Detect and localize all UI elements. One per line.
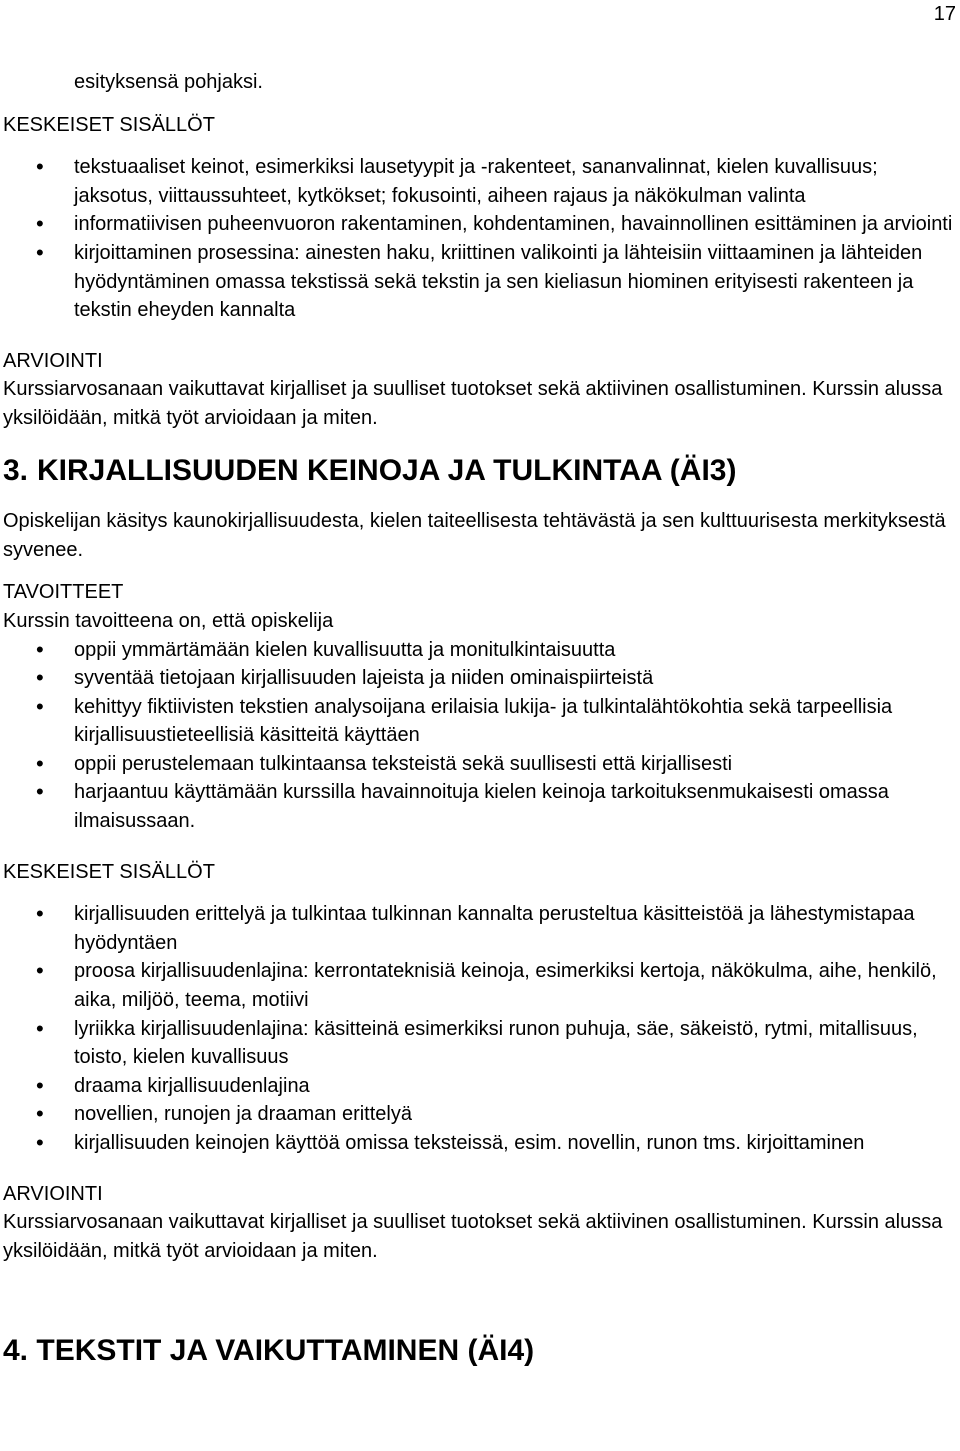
section-heading-content: KESKEISET SISÄLLÖT — [3, 860, 215, 883]
section-heading-content: KESKEISET SISÄLLÖT — [3, 113, 215, 136]
content-list — [3, 900, 957, 1157]
page-number: 17 — [933, 3, 956, 25]
section-heading-assessment: ARVIOINTI — [3, 1182, 103, 1205]
list-item: • oppii ymmärtämään kielen kuvallisuutta ja monitulkintaisuutta — [74, 636, 957, 665]
list-item: • kirjallisuuden keinojen käyttöä omissa teksteissä, esim. novellin, runon tms. kirjoittaminen — [74, 1129, 957, 1158]
list-item: • harjaantuu käyttämään kurssilla havainnoituja kielen keinoja tarkoituksenmukaisesti omassa ilmaisussaan. — [74, 778, 957, 835]
section-heading-goals: TAVOITTEET — [3, 581, 124, 604]
list-item: • syventää tietojaan kirjallisuuden lajeista ja niiden ominaispiirteistä — [74, 664, 957, 693]
goals-list — [3, 636, 957, 836]
chapter-heading — [3, 453, 957, 487]
assessment-text: Kurssiarvosanaan vaikuttavat kirjalliset ja suulliset tuotokset sekä aktiivinen osallistuminen. Kurssin alussa yksilöidään, mitkä työt arvioidaan ja miten. — [3, 1211, 943, 1262]
chapter-number: 4. — [3, 1334, 29, 1368]
chapter-heading — [3, 1334, 957, 1368]
chapter-title: KIRJALLISUUDEN KEINOJA JA TULKINTAA (ÄI3) — [37, 453, 737, 487]
list-item: • oppii perustelemaan tulkintaansa teksteistä sekä suullisesti että kirjallisesti — [74, 750, 957, 779]
content-list — [3, 153, 957, 325]
section-heading-assessment: ARVIOINTI — [3, 349, 103, 372]
list-item: • tekstuaaliset keinot, esimerkiksi lausetyypit ja -rakenteet, sananvalinnat, kielen kuvallisuus; jaksotus, viittaussuhteet, kytkökset; fokusointi, aiheen rajaus ja näkökulman valinta — [74, 153, 957, 210]
list-item: • proosa kirjallisuudenlajina: kerrontateknisiä keinoja, esimerkiksi kertoja, näkökulma, aihe, henkilö, aika, miljöö, teema, motiivi — [74, 957, 957, 1014]
document-body — [3, 68, 957, 1366]
intro-tail: esityksensä pohjaksi. — [74, 71, 263, 93]
list-item: • kirjallisuuden erittelyä ja tulkintaa tulkinnan kannalta perusteltua käsitteistöä ja lähestymistapaa hyödyntäen — [74, 900, 957, 957]
list-item: • novellien, runojen ja draaman erittelyä — [74, 1100, 957, 1129]
list-item: • kirjoittaminen prosessina: ainesten haku, kriittinen valikointi ja lähteisiin viittaaminen ja lähteiden hyödyntäminen omassa tekstissä sekä tekstin ja sen kieliasun hiominen erityisesti rakenteen ja tekstin eheyden kannalta — [74, 239, 957, 325]
list-item: • informatiivisen puheenvuoron rakentaminen, kohdentaminen, havainnollinen esittäminen ja arviointi — [74, 210, 957, 239]
chapter-description: Opiskelijan käsitys kaunokirjallisuudesta, kielen taiteellisesta tehtävästä ja sen kulttuurisesta merkityksestä syvenee. — [3, 510, 946, 561]
list-item: • draama kirjallisuudenlajina — [74, 1072, 957, 1101]
chapter-title: TEKSTIT JA VAIKUTTAMINEN (ÄI4) — [36, 1334, 535, 1368]
list-item: • lyriikka kirjallisuudenlajina: käsitteinä esimerkiksi runon puhuja, säe, säkeistö, rytmi, mitallisuus, toisto, kielen kuvallisuus — [74, 1015, 957, 1072]
goals-lead: Kurssin tavoitteena on, että opiskelija — [3, 609, 334, 632]
assessment-text: Kurssiarvosanaan vaikuttavat kirjalliset ja suulliset tuotokset sekä aktiivinen osallistuminen. Kurssin alussa yksilöidään, mitkä työt arvioidaan ja miten. — [3, 378, 943, 429]
chapter-number: 3. — [3, 453, 29, 487]
list-item: • kehittyy fiktiivisten tekstien analysoijana erilaisia lukija- ja tulkintalähtökohtia sekä tarpeellisia kirjallisuustieteellisiä käsitteitä käyttäen — [74, 693, 957, 750]
